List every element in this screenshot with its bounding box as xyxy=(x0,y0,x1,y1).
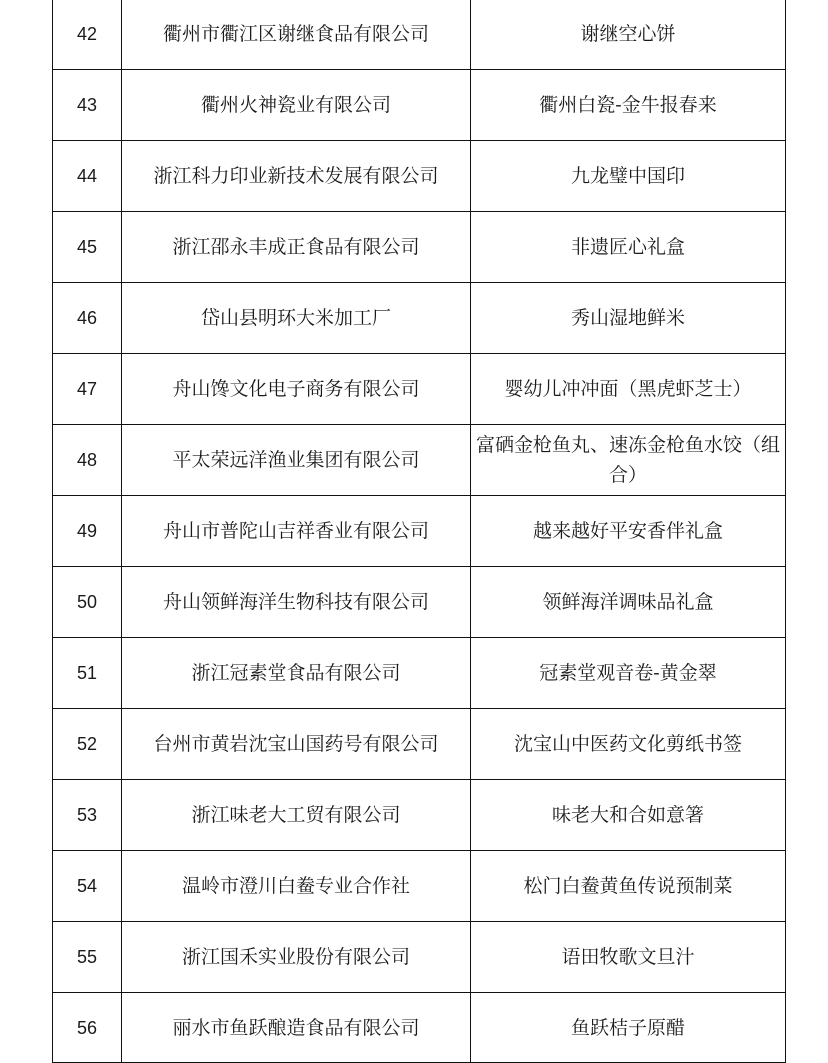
row-number-cell: 42 xyxy=(53,0,122,70)
product-name-cell: 非遗匠心礼盒 xyxy=(471,212,786,283)
company-name-cell: 浙江国禾实业股份有限公司 xyxy=(122,922,471,993)
company-name-cell: 浙江邵永丰成正食品有限公司 xyxy=(122,212,471,283)
table-row xyxy=(53,709,786,780)
row-number-cell: 51 xyxy=(53,638,122,709)
company-name-cell: 舟山市普陀山吉祥香业有限公司 xyxy=(122,496,471,567)
company-name-cell: 浙江科力印业新技术发展有限公司 xyxy=(122,141,471,212)
row-number-cell: 56 xyxy=(53,993,122,1063)
row-number-cell: 45 xyxy=(53,212,122,283)
table-row xyxy=(53,354,786,425)
table-row xyxy=(53,780,786,851)
row-number-cell: 43 xyxy=(53,70,122,141)
row-number-cell: 52 xyxy=(53,709,122,780)
table-row xyxy=(53,212,786,283)
product-name-cell: 味老大和合如意箸 xyxy=(471,780,786,851)
product-name-cell: 鱼跃桔子原醋 xyxy=(471,993,786,1063)
company-name-cell: 平太荣远洋渔业集团有限公司 xyxy=(122,425,471,496)
table-row xyxy=(53,496,786,567)
table-row xyxy=(53,993,786,1063)
row-number-cell: 55 xyxy=(53,922,122,993)
product-name-cell: 冠素堂观音卷-黄金翠 xyxy=(471,638,786,709)
product-name-cell: 语田牧歌文旦汁 xyxy=(471,922,786,993)
product-name-cell: 秀山湿地鲜米 xyxy=(471,283,786,354)
enterprise-product-table xyxy=(52,0,786,1063)
product-name-cell: 越来越好平安香伴礼盒 xyxy=(471,496,786,567)
product-name-cell: 衢州白瓷-金牛报春来 xyxy=(471,70,786,141)
company-name-cell: 舟山领鲜海洋生物科技有限公司 xyxy=(122,567,471,638)
product-name-cell: 松门白鲞黄鱼传说预制菜 xyxy=(471,851,786,922)
row-number-cell: 53 xyxy=(53,780,122,851)
product-name-cell: 谢继空心饼 xyxy=(471,0,786,70)
table-row xyxy=(53,70,786,141)
product-name-cell: 富硒金枪鱼丸、速冻金枪鱼水饺（组合） xyxy=(471,425,786,496)
row-number-cell: 47 xyxy=(53,354,122,425)
table-row xyxy=(53,0,786,70)
row-number-cell: 50 xyxy=(53,567,122,638)
company-name-cell: 温岭市澄川白鲞专业合作社 xyxy=(122,851,471,922)
product-name-cell: 沈宝山中医药文化剪纸书签 xyxy=(471,709,786,780)
company-name-cell: 浙江味老大工贸有限公司 xyxy=(122,780,471,851)
company-name-cell: 衢州火神瓷业有限公司 xyxy=(122,70,471,141)
company-name-cell: 浙江冠素堂食品有限公司 xyxy=(122,638,471,709)
table-row xyxy=(53,283,786,354)
row-number-cell: 48 xyxy=(53,425,122,496)
table-row xyxy=(53,425,786,496)
product-name-cell: 领鲜海洋调味品礼盒 xyxy=(471,567,786,638)
product-name-cell: 婴幼儿冲冲面（黑虎虾芝士） xyxy=(471,354,786,425)
table-body xyxy=(53,0,786,1063)
company-name-cell: 舟山馋文化电子商务有限公司 xyxy=(122,354,471,425)
row-number-cell: 44 xyxy=(53,141,122,212)
table-row xyxy=(53,141,786,212)
table-row xyxy=(53,851,786,922)
table-row xyxy=(53,638,786,709)
row-number-cell: 46 xyxy=(53,283,122,354)
table-row xyxy=(53,567,786,638)
company-name-cell: 衢州市衢江区谢继食品有限公司 xyxy=(122,0,471,70)
row-number-cell: 49 xyxy=(53,496,122,567)
company-name-cell: 岱山县明环大米加工厂 xyxy=(122,283,471,354)
company-name-cell: 台州市黄岩沈宝山国药号有限公司 xyxy=(122,709,471,780)
table-row xyxy=(53,922,786,993)
company-name-cell: 丽水市鱼跃酿造食品有限公司 xyxy=(122,993,471,1063)
product-name-cell: 九龙璧中国印 xyxy=(471,141,786,212)
row-number-cell: 54 xyxy=(53,851,122,922)
